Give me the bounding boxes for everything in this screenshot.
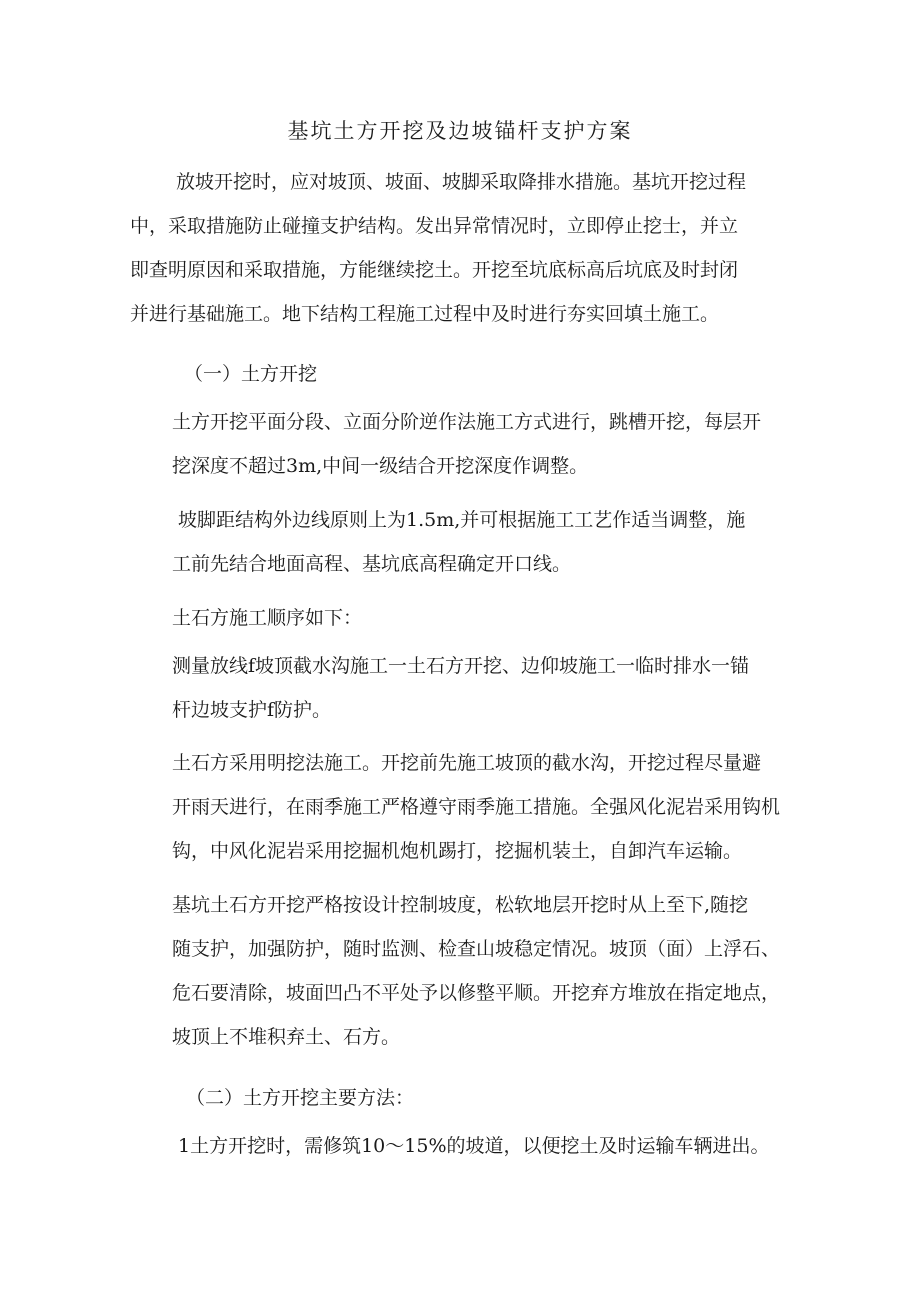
paragraph-line: 中，采取措施防止碰撞支护结构。发出异常情况时，立即停止挖士，并立 xyxy=(130,215,739,237)
paragraph-line: 开雨天进行，在雨季施工严格遵守雨季施工措施。全强风化泥岩采用钩机 xyxy=(172,796,781,818)
paragraph-open-excavation xyxy=(172,741,832,873)
paragraph-excavation-method xyxy=(172,400,832,488)
paragraph-line: 随支护，加强防护，随时监测、检查山坡稳定情况。坡顶（面）上浮石、 xyxy=(172,938,781,960)
paragraph-line: 放坡开挖时，应对坡顶、坡面、坡脚采取降排水措施。基坑开挖过程 xyxy=(176,171,747,193)
paragraph-line: 土石方采用明挖法施工。开挖前先施工坡顶的截水沟，开挖过程尽量避 xyxy=(172,752,762,774)
document-title: 基坑土方开挖及边坡锚杆支护方案 xyxy=(287,119,633,143)
paragraph-sequence xyxy=(172,644,832,732)
paragraph-line: 并进行基础施工。地下结构工程施工过程中及时进行夯实回填土施工。 xyxy=(130,303,720,325)
section-heading-1 xyxy=(184,352,844,396)
paragraph-slope-foot xyxy=(172,498,832,586)
paragraph-line: 挖深度不超过3m,中间一级结合开挖深度作调整。 xyxy=(172,455,589,477)
paragraph-line: 土石方施工顺序如下： xyxy=(172,607,363,629)
paragraph-line: 即查明原因和采取措施，方能继续挖土。开挖至坑底标高后坑底及时封闭 xyxy=(130,259,739,281)
paragraph-line: 危石要清除，坡面凹凸不平处予以修整平顺。开挖弃方堆放在指定地点， xyxy=(172,982,781,1004)
paragraph-line: 坡顶上不堆积弃土、石方。 xyxy=(172,1026,401,1048)
paragraph-ramp xyxy=(178,1124,838,1168)
paragraph-line: 基坑土石方开挖严格按设计控制坡度，松软地层开挖时从上至下,随挖 xyxy=(172,894,749,916)
heading-text: （二）土方开挖主要方法： xyxy=(186,1087,415,1109)
paragraph-sequence-intro xyxy=(172,596,832,640)
paragraph-line: 坡脚距结构外边线原则上为1.5m,并可根据施工工艺作适当调整，施 xyxy=(178,509,746,531)
paragraph-line: 工前先结合地面高程、基坑底高程确定开口线。 xyxy=(172,553,572,575)
paragraph-line: 1土方开挖时，需修筑10～15%的坡道，以便挖土及时运输车辆进出。 xyxy=(178,1135,770,1157)
heading-text: （一）土方开挖 xyxy=(184,363,318,385)
paragraph-line: 杆边坡支护f防护。 xyxy=(172,699,332,721)
paragraph-line: 土方开挖平面分段、立面分阶逆作法施工方式进行，跳槽开挖，每层开 xyxy=(172,411,762,433)
section-heading-2 xyxy=(186,1076,846,1120)
paragraph-line: 钩，中风化泥岩采用挖掘机炮机踢打，挖掘机装土，自卸汽车运输。 xyxy=(172,840,743,862)
paragraph-intro xyxy=(130,160,830,336)
paragraph-line: 测量放线f坡顶截水沟施工一土石方开挖、边仰坡施工一临时排水一锚 xyxy=(172,655,750,677)
paragraph-slope-control xyxy=(172,883,832,1059)
